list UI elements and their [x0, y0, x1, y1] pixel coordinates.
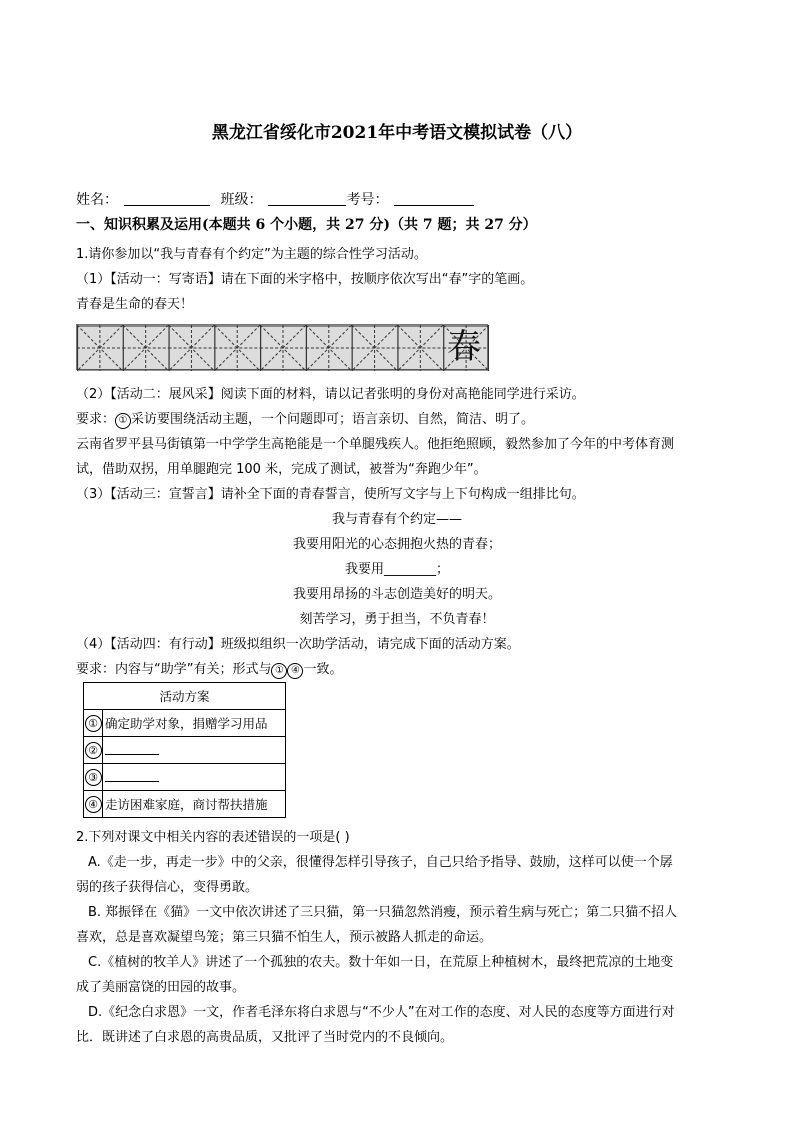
option-line: D.《纪念白求恩》一文，作者毛泽东将白求恩与“不少人”在对工作的态度、对人民的态度等方面进行对 — [88, 1005, 675, 1020]
plan-row — [84, 791, 286, 818]
class-blank[interactable] — [268, 191, 346, 206]
plan-row-answer-blank[interactable] — [103, 764, 286, 791]
oath-line-4: 我要用昂扬的斗志创造美好的明天。 — [292, 587, 501, 602]
plan-row — [84, 764, 286, 791]
q1-material-line2: 试，借助双拐，用单腿跑完 100 米，完成了测试，被誉为“奔跑少年”。 — [76, 462, 487, 477]
name-blank[interactable] — [124, 191, 210, 206]
requirement-text: 采访要围绕活动主题，一个问题即可；语言亲切、自然，简洁、明了。 — [131, 412, 535, 427]
q2-option-d[interactable] — [76, 1000, 722, 1050]
option-line: 比．既讲述了白求恩的高贵品质，又批评了当时党内的不良倾向。 — [76, 1030, 454, 1045]
q1-activity2-requirement — [76, 411, 534, 429]
option-line: A.《走一步，再走一步》中的父亲，很懂得怎样引导孩子，自己只给予指导、鼓励，这样可以使一个孱 — [88, 855, 673, 870]
q1-material-line1: 云南省罗平县马街镇第一中学学生高艳能是一个单腿残疾人。他拒绝照顾，毅然参加了今年的中考体育测 — [76, 437, 675, 452]
q1-activity4-prompt: （4）【活动四：有行动】班级拟组织一次助学活动，请完成下面的活动方案。 — [76, 637, 520, 652]
circled-number: ② — [85, 742, 102, 759]
mizi-grid[interactable] — [76, 324, 488, 370]
chun-character: 春 — [447, 327, 481, 367]
oath-line-1: 我与青春有个约定—— — [331, 512, 462, 527]
q2-stem: 2.下列对课文中相关内容的表述错误的一项是( ) — [76, 830, 350, 845]
option-line: 成了美丽富饶的田园的故事。 — [76, 980, 246, 995]
exam-title: 黑龙江省绥化市2021年中考语文模拟试卷（八） — [211, 123, 583, 143]
student-info-row — [76, 191, 474, 209]
option-line: C.《植树的牧羊人》讲述了一个孤独的农夫。数十年如一日，在荒原上种植树木，最终把荒凉的土地变 — [88, 955, 674, 970]
oath-line-3[interactable]: 我要用________； — [344, 562, 449, 577]
q1-activity3-prompt: （3）【活动三：宣誓言】请补全下面的青春誓言，使所写文字与上下句构成一组排比句。 — [76, 487, 585, 502]
option-line: 喜欢，总是喜欢凝望鸟笼；第三只猫不怕生人，预示被路人抓走的命运。 — [76, 930, 493, 945]
q2-option-c[interactable] — [76, 950, 722, 1000]
plan-row — [84, 710, 286, 737]
option-line: 弱的孩子获得信心，变得勇敢。 — [76, 880, 259, 895]
plan-row-answer-blank[interactable] — [103, 737, 286, 764]
section-heading: 一、知识积累及运用(本题共 6 个小题，共 27 分)（共 7 题；共 27 分） — [76, 217, 537, 233]
mizi-grid-lines — [77, 325, 489, 371]
circled-number: ③ — [85, 769, 102, 786]
q1-stem: 1.请你参加以“我与青春有个约定”为主题的综合性学习活动。 — [76, 247, 427, 262]
option-line: B. 郑振铎在《猫》一文中依次讲述了三只猫，第一只猫忽然消瘦，预示着生病与死亡；第二只猫不招人 — [88, 905, 678, 920]
number-blank[interactable] — [394, 191, 474, 206]
q2-option-b[interactable] — [76, 900, 722, 950]
name-label: 姓名： — [76, 192, 118, 208]
plan-table-header: 活动方案 — [84, 683, 286, 710]
plan-row-text: 走访困难家庭，商讨帮扶措施 — [103, 791, 286, 818]
oath-line-2: 我要用阳光的心态拥抱火热的青春； — [292, 537, 501, 552]
requirement-prefix: 要求：内容与“助学”有关；形式与 — [76, 662, 272, 677]
oath-line-5: 刻苦学习，勇于担当，不负青春！ — [299, 612, 495, 627]
q2-option-a[interactable] — [76, 850, 722, 900]
class-label: 班级： — [220, 192, 263, 208]
q1-activity1-prompt: （1）【活动一：写寄语】请在下面的米字格中，按顺序依次写出“春”字的笔画。 — [76, 272, 534, 287]
requirement-suffix: 一致。 — [303, 662, 343, 677]
requirement-prefix: 要求： — [76, 412, 116, 427]
activity-plan-table — [83, 682, 286, 818]
q1-activity4-requirement — [76, 661, 343, 679]
plan-row-text: 确定助学对象，捐赠学习用品 — [103, 710, 286, 737]
circled-number: ① — [115, 413, 131, 429]
circled-number: ① — [85, 715, 102, 732]
circled-number: ④ — [287, 663, 303, 679]
q1-activity2-prompt: （2）【活动二：展风采】阅读下面的材料，请以记者张明的身份对高艳能同学进行采访。 — [76, 387, 585, 402]
plan-row — [84, 737, 286, 764]
q1-activity1-sentence: 青春是生命的春天！ — [76, 297, 194, 312]
number-label: 考号： — [346, 192, 389, 208]
circled-number: ① — [271, 663, 287, 679]
circled-number: ④ — [85, 796, 102, 813]
